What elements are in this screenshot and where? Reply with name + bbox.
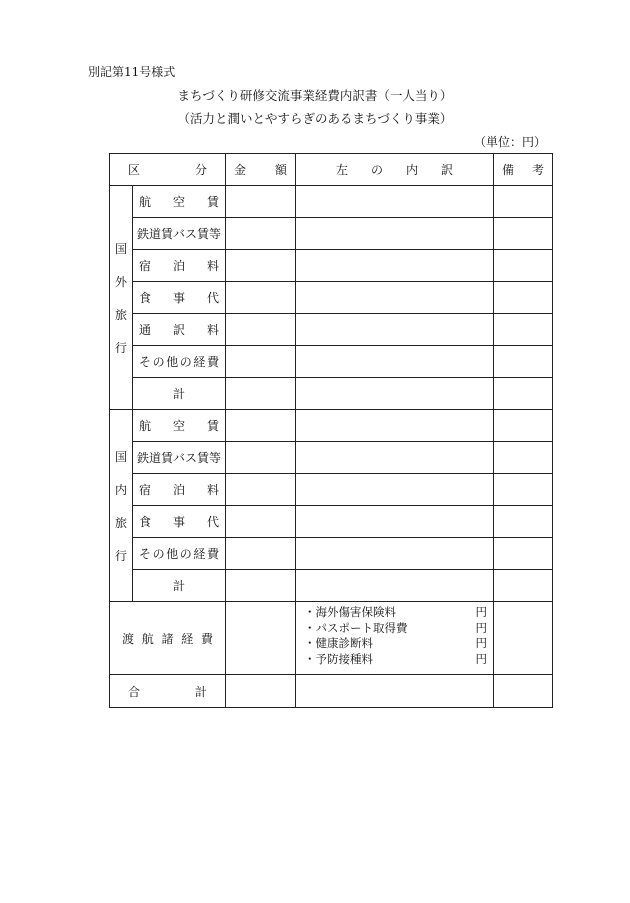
domestic-item-label-char: 鉄道賃バス賃等 xyxy=(137,451,222,465)
overseas-item-label-char: そ xyxy=(139,355,152,369)
travel-expense-item xyxy=(304,621,487,637)
domestic-item-label-char: の xyxy=(179,547,192,561)
travel-expense-item-unit: 円 xyxy=(475,620,487,635)
grand-total-breakdown-cell[interactable] xyxy=(296,675,494,708)
domestic-section-label xyxy=(110,410,133,602)
header-breakdown-char: 内 xyxy=(405,163,418,177)
travel-expense-item-name: ・パスポート取得費 xyxy=(304,620,408,635)
overseas-subtotal-breakdown-cell[interactable] xyxy=(296,378,494,410)
overseas-item-label-char: 宿 xyxy=(139,259,152,273)
travel-expense-item xyxy=(304,636,487,652)
domestic-section-label-char: 内 xyxy=(114,482,127,497)
travel-expense-item-name: ・予防接種料 xyxy=(304,651,373,666)
overseas-subtotal-amount-cell[interactable] xyxy=(226,378,296,410)
domestic-item-label-char: 代 xyxy=(206,515,219,529)
domestic-item-label xyxy=(133,538,226,570)
overseas-item-label-char: 通 xyxy=(139,323,152,337)
overseas-section-label-char: 国 xyxy=(114,241,127,256)
overseas-item-label-char: 料 xyxy=(206,323,219,337)
travel-expense-item-unit: 円 xyxy=(475,605,487,619)
overseas-remarks-cell[interactable] xyxy=(494,218,553,250)
travel-expenses-remarks-cell[interactable] xyxy=(494,602,553,675)
domestic-item-label-char: 賃 xyxy=(206,419,219,433)
grand-total-label xyxy=(110,675,226,708)
travel-expenses-label-char: 費 xyxy=(200,631,213,646)
domestic-amount-cell[interactable] xyxy=(226,538,296,570)
overseas-breakdown-cell[interactable] xyxy=(296,186,494,218)
travel-expense-item-unit: 円 xyxy=(475,651,487,666)
header-breakdown-char: の xyxy=(370,163,383,177)
travel-expenses-label-char: 渡 xyxy=(122,631,135,646)
domestic-item-label xyxy=(133,506,226,538)
domestic-subtotal-label xyxy=(133,570,226,602)
overseas-item-label-char: 代 xyxy=(206,291,219,305)
domestic-item-label-char: そ xyxy=(139,547,152,561)
grand-total-label-char: 合 xyxy=(128,684,141,699)
domestic-remarks-cell[interactable] xyxy=(494,442,553,474)
domestic-row xyxy=(110,538,553,570)
overseas-item-label-char: 事 xyxy=(172,291,185,305)
header-breakdown-char: 左 xyxy=(336,163,349,177)
header-remarks-char: 考 xyxy=(531,163,544,177)
domestic-breakdown-cell[interactable] xyxy=(296,442,494,474)
domestic-remarks-cell[interactable] xyxy=(494,538,553,570)
document-subtitle: （活力と潤いとやすらぎのあるまちづくり事業） xyxy=(177,111,453,126)
header-row xyxy=(110,154,553,186)
grand-total-row xyxy=(110,675,553,708)
domestic-section-label-char: 旅 xyxy=(114,515,127,530)
overseas-item-label xyxy=(133,346,226,378)
domestic-item-label xyxy=(133,410,226,442)
overseas-row xyxy=(110,282,553,314)
overseas-row xyxy=(110,186,553,218)
travel-expenses-label-char: 航 xyxy=(141,631,154,646)
overseas-subtotal-label xyxy=(133,378,226,410)
domestic-item-label-char: 料 xyxy=(206,483,219,497)
travel-expense-item-name: ・海外傷害保険料 xyxy=(304,605,396,619)
domestic-amount-cell[interactable] xyxy=(226,506,296,538)
header-amount-char: 額 xyxy=(274,163,287,177)
travel-expenses-label-char: 諸 xyxy=(161,631,174,646)
domestic-item-label-char: 空 xyxy=(172,419,185,433)
overseas-amount-cell[interactable] xyxy=(226,218,296,250)
overseas-item-label xyxy=(133,218,226,250)
travel-expenses-label xyxy=(110,602,226,675)
domestic-item-label-char: 航 xyxy=(139,419,152,433)
overseas-row xyxy=(110,346,553,378)
domestic-amount-cell[interactable] xyxy=(226,474,296,506)
document-title: まちづくり研修交流事業経費内訳書（一人当り） xyxy=(177,88,453,103)
domestic-breakdown-cell[interactable] xyxy=(296,506,494,538)
domestic-item-label-char: 経 xyxy=(193,547,206,561)
header-amount-char: 金 xyxy=(234,163,247,177)
overseas-breakdown-cell[interactable] xyxy=(296,314,494,346)
overseas-row xyxy=(110,218,553,250)
domestic-subtotal-remarks-cell[interactable] xyxy=(494,570,553,602)
domestic-amount-cell[interactable] xyxy=(226,410,296,442)
overseas-row xyxy=(110,314,553,346)
overseas-item-label-char: 賃 xyxy=(206,195,219,209)
domestic-item-label-char: 他 xyxy=(166,547,179,561)
header-amount xyxy=(226,154,296,186)
domestic-item-label-char: 費 xyxy=(206,547,219,561)
overseas-remarks-cell[interactable] xyxy=(494,314,553,346)
domestic-subtotal-breakdown-cell[interactable] xyxy=(296,570,494,602)
domestic-row xyxy=(110,442,553,474)
overseas-breakdown-cell[interactable] xyxy=(296,218,494,250)
domestic-breakdown-cell[interactable] xyxy=(296,538,494,570)
domestic-item-label xyxy=(133,442,226,474)
domestic-section-label-char: 国 xyxy=(114,449,127,464)
overseas-item-label-char: 料 xyxy=(206,259,219,273)
domestic-item-label-char: の xyxy=(152,547,165,561)
overseas-remarks-cell[interactable] xyxy=(494,346,553,378)
overseas-item-label-char: 鉄道賃バス賃等 xyxy=(137,227,222,241)
overseas-section-label-char: 外 xyxy=(114,274,127,289)
overseas-row xyxy=(110,250,553,282)
travel-expenses-label-char: 経 xyxy=(181,631,194,646)
travel-expenses-row xyxy=(110,602,553,675)
domestic-row xyxy=(110,410,553,442)
grand-total-label-char: 計 xyxy=(194,684,207,699)
overseas-section-label-char: 旅 xyxy=(114,307,127,322)
overseas-subtotal-remarks-cell[interactable] xyxy=(494,378,553,410)
overseas-item-label-char: 費 xyxy=(206,355,219,369)
domestic-row xyxy=(110,474,553,506)
overseas-breakdown-cell[interactable] xyxy=(296,250,494,282)
overseas-item-label-char: の xyxy=(152,355,165,369)
header-category-char: 分 xyxy=(194,163,207,177)
overseas-subtotal-row xyxy=(110,378,553,410)
travel-expense-item-name: ・健康診断料 xyxy=(304,636,373,650)
domestic-row xyxy=(110,506,553,538)
overseas-item-label-char: 食 xyxy=(139,291,152,305)
overseas-item-label-char: 航 xyxy=(139,195,152,209)
unit-label: （単位：円） xyxy=(473,135,546,149)
overseas-breakdown-cell[interactable] xyxy=(296,346,494,378)
overseas-item-label-char: 訳 xyxy=(172,323,185,337)
domestic-item-label-char: 泊 xyxy=(172,483,185,497)
overseas-item-label-char: の xyxy=(179,355,192,369)
grand-total-amount-cell[interactable] xyxy=(226,675,296,708)
form-number: 別記第11号様式 xyxy=(88,65,176,79)
domestic-remarks-cell[interactable] xyxy=(494,506,553,538)
overseas-item-label xyxy=(133,314,226,346)
overseas-remarks-cell[interactable] xyxy=(494,250,553,282)
overseas-amount-cell[interactable] xyxy=(226,186,296,218)
overseas-amount-cell[interactable] xyxy=(226,250,296,282)
overseas-breakdown-cell[interactable] xyxy=(296,282,494,314)
overseas-item-label-char: 空 xyxy=(172,195,185,209)
expense-table xyxy=(109,153,553,708)
overseas-subtotal-label-char: 計 xyxy=(172,387,185,401)
travel-expense-item-unit: 円 xyxy=(475,636,487,650)
overseas-remarks-cell[interactable] xyxy=(494,282,553,314)
header-category-char: 区 xyxy=(128,163,141,177)
overseas-item-label xyxy=(133,186,226,218)
header-remarks-char: 備 xyxy=(502,163,515,177)
domestic-item-label-char: 食 xyxy=(139,515,152,529)
header-breakdown-char: 訳 xyxy=(440,163,453,177)
domestic-subtotal-label-char: 計 xyxy=(172,579,185,593)
overseas-section-label xyxy=(110,186,133,410)
grand-total-remarks-cell[interactable] xyxy=(494,675,553,708)
travel-expenses-amount-cell[interactable] xyxy=(226,602,296,675)
domestic-amount-cell[interactable] xyxy=(226,442,296,474)
overseas-item-label-char: 泊 xyxy=(172,259,185,273)
domestic-remarks-cell[interactable] xyxy=(494,474,553,506)
domestic-item-label xyxy=(133,474,226,506)
overseas-amount-cell[interactable] xyxy=(226,314,296,346)
overseas-amount-cell[interactable] xyxy=(226,282,296,314)
header-breakdown xyxy=(296,154,494,186)
header-remarks xyxy=(494,154,553,186)
overseas-section-label-char: 行 xyxy=(114,340,127,355)
domestic-section-label-char: 行 xyxy=(114,548,127,563)
domestic-remarks-cell[interactable] xyxy=(494,410,553,442)
overseas-amount-cell[interactable] xyxy=(226,346,296,378)
domestic-item-label-char: 宿 xyxy=(139,483,152,497)
overseas-remarks-cell[interactable] xyxy=(494,186,553,218)
domestic-subtotal-amount-cell[interactable] xyxy=(226,570,296,602)
overseas-item-label xyxy=(133,250,226,282)
travel-expense-item xyxy=(304,605,487,621)
domestic-item-label-char: 事 xyxy=(172,515,185,529)
domestic-breakdown-cell[interactable] xyxy=(296,410,494,442)
domestic-breakdown-cell[interactable] xyxy=(296,474,494,506)
overseas-item-label-char: 他 xyxy=(166,355,179,369)
travel-expense-item xyxy=(304,652,487,668)
domestic-subtotal-row xyxy=(110,570,553,602)
header-category xyxy=(110,154,226,186)
overseas-item-label-char: 経 xyxy=(193,355,206,369)
travel-expenses-breakdown xyxy=(296,602,494,675)
overseas-item-label xyxy=(133,282,226,314)
